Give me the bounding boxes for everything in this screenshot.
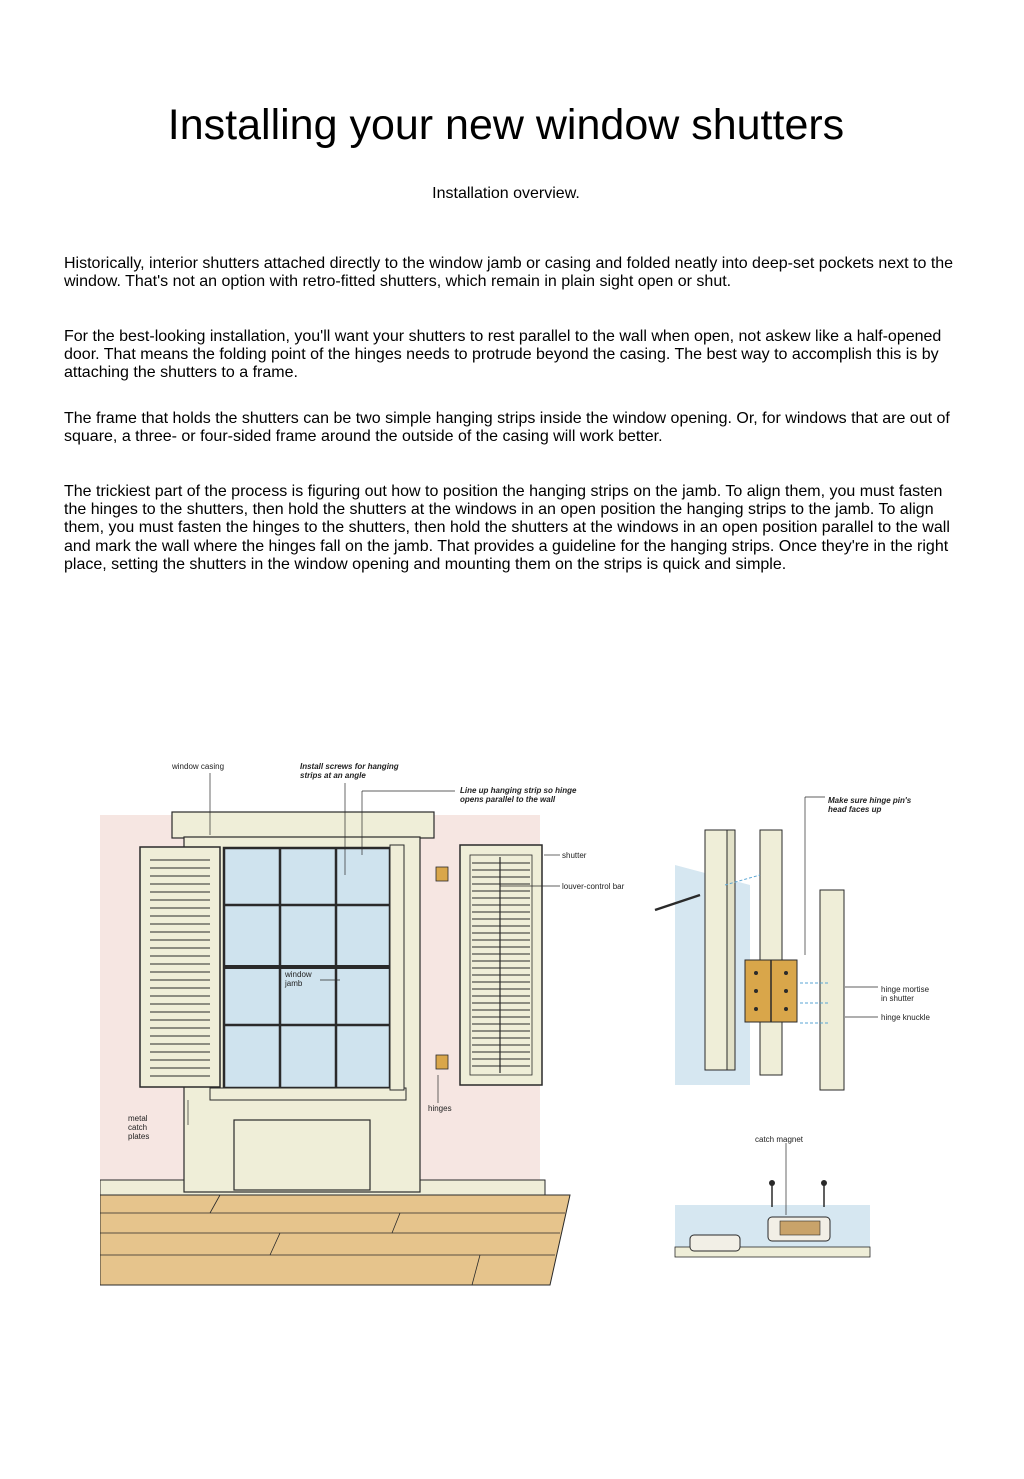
label-line-up-2: opens parallel to the wall (460, 795, 556, 804)
label-metal-catch-3: plates (128, 1132, 150, 1141)
label-shutter: shutter (562, 851, 587, 860)
installation-illustration (100, 755, 960, 1295)
label-hinge-pin-1: Make sure hinge pin's (828, 796, 912, 805)
paragraph-history: Historically, interior shutters attached directly to the window jamb or casing and folded neatly into deep-set pockets next to the window. That's not an option with retro-fitted shutters, which remain in plain sight open or shut. (64, 255, 954, 291)
label-hinge-pin-2: head faces up (828, 805, 882, 814)
label-install-screws-1: Install screws for hanging (300, 762, 399, 771)
label-window-jamb-2: jamb (285, 979, 303, 988)
label-hinge-mortise-1: hinge mortise (881, 985, 930, 994)
label-window-casing: window casing (172, 762, 225, 771)
label-line-up-1: Line up hanging strip so hinge (460, 786, 577, 795)
paragraph-frame: The frame that holds the shutters can be two simple hanging strips inside the window opening. Or, for windows that are out of square, a three- or four-sided frame around the outside of the casing will work better. (64, 410, 950, 446)
label-hinge-mortise-2: in shutter (881, 994, 914, 1003)
label-metal-catch-2: catch (128, 1123, 148, 1132)
catch-magnet-detail (675, 1180, 870, 1257)
hinge-detail (655, 830, 860, 1090)
label-louver-control-bar: louver-control bar (562, 882, 625, 891)
label-catch-magnet: catch magnet (755, 1135, 804, 1144)
figure-caption: Installation overview. (432, 185, 580, 202)
page-title: Installing your new window shutters (167, 100, 845, 149)
paragraph-installation: For the best-looking installation, you'll want your shutters to rest parallel to the wall when open, not askew like a half-opened door. That means the folding point of the hinges needs to protrude beyond the casing. The best way to accomplish this is by attaching the shutters to a frame. (64, 328, 942, 382)
paragraph-alignment: The trickiest part of the process is figuring out how to position the hanging strips on the jamb. To align them, you must fasten the hinges to the shutters, then hold the shutters at the windows in an open position the hanging strips to the jamb. To align them, you must fasten the hinges to the shutters, then hold the shutters at the windows in an open position parallel to the wall and mark the wall where the hinges fall on the jamb. That provides a guideline for the hanging strips. Once they're in the right place, setting the shutters in the window opening and mounting them on the strips is quick and simple. (64, 483, 950, 573)
label-hinge-knuckle: hinge knuckle (881, 1013, 930, 1022)
window-scene (100, 812, 570, 1285)
label-hinges: hinges (428, 1104, 452, 1113)
label-metal-catch-1: metal (128, 1114, 148, 1123)
label-window-jamb-1: window (285, 970, 312, 979)
label-install-screws-2: strips at an angle (300, 771, 366, 780)
